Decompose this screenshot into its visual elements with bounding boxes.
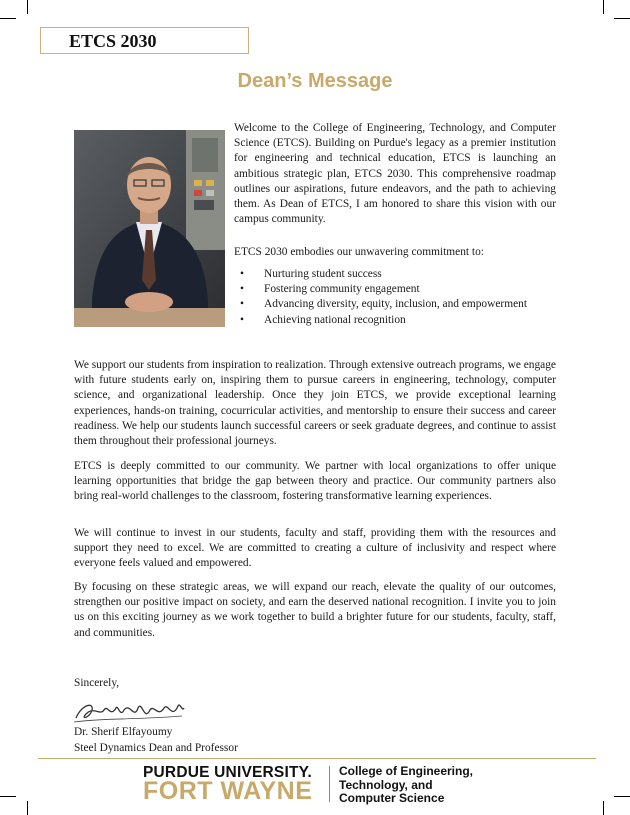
crop-mark <box>27 801 28 815</box>
college-line: Technology, and <box>339 777 433 792</box>
list-item: • Fostering community engagement <box>234 282 556 297</box>
list-item: • Advancing diversity, equity, inclusion, and empowerment <box>234 297 556 312</box>
salutation: Sincerely, <box>74 677 120 689</box>
signatory-name: Dr. Sherif Elfayoumy <box>74 726 173 738</box>
campus-wordmark: FORT WAYNE <box>143 777 313 805</box>
university-wordmark: PURDUE UNIVERSITY. <box>143 764 312 781</box>
crop-mark <box>603 0 604 14</box>
crop-mark <box>614 796 630 797</box>
section-tag-label: ETCS 2030 <box>69 31 157 51</box>
signatory-position: Steel Dynamics Dean and Professor <box>74 742 238 754</box>
body-paragraph: We support our students from inspiration to realization. Through extensive outreach programs, we engage with future students early on, inspiring them to pursue careers in engineering, technology, computer science, and organizational leadership. Once they join ETCS, we provide exceptional learning experiences, hands-on training, cocurricular activities, and mentorship to ensure their success and career readiness. We help our students launch successful careers or seek graduate degrees, and continue to assist them throughout their professional journeys. <box>74 359 556 448</box>
page-title: Dean’s Message <box>237 70 393 92</box>
crop-mark <box>0 796 16 797</box>
college-name <box>339 765 473 806</box>
body-paragraph: By focusing on these strategic areas, we will expand our reach, elevate the quality of our outcomes, strengthen our positive impact on society, and earn the deserved national recognition. I invite you to join us on this exciting journey as we work together to build a brighter future for our students, faculty, staff, and communities. <box>74 581 556 639</box>
crop-mark <box>603 801 604 815</box>
body-paragraph: ETCS is deeply committed to our community. We partner with local organizations to offer unique learning opportunities that bridge the gap between theory and practice. Our community partners also bring real-world challenges to the classroom, fostering transformative learning experiences. <box>74 460 556 503</box>
crop-mark <box>614 18 630 19</box>
portrait-illustration <box>74 130 225 327</box>
logo-separator <box>329 766 330 802</box>
dean-portrait <box>74 130 225 327</box>
crop-mark <box>0 18 16 19</box>
college-line: College of Engineering, <box>339 764 474 778</box>
list-item: • Nurturing student success <box>234 267 556 282</box>
section-tag <box>40 27 249 54</box>
list-item: • Achieving national recognition <box>234 313 556 328</box>
commitment-list <box>234 267 556 328</box>
handwritten-signature <box>72 696 187 728</box>
commitment-lead: ETCS 2030 embodies our unwavering commitment to: <box>234 246 484 258</box>
college-line: Computer Science <box>339 791 445 805</box>
body-paragraph: We will continue to invest in our students, faculty and staff, providing them with the resources and support they need to excel. We are committed to creating a culture of inclusivity and respect where everyone feels valued and empowered. <box>74 527 556 570</box>
footer-divider <box>38 758 596 759</box>
crop-mark <box>27 0 28 14</box>
intro-paragraph: Welcome to the College of Engineering, Technology, and Computer Science (ETCS). Building on Purdue's legacy as a premier institution for engineering and technical education, ETCS is launching an ambitious strategic plan, ETCS 2030. This comprehensive roadmap outlines our aspirations, future endeavors, and the path to achieving them. As Dean of ETCS, I am honored to share this vision with our campus community. <box>234 122 556 226</box>
